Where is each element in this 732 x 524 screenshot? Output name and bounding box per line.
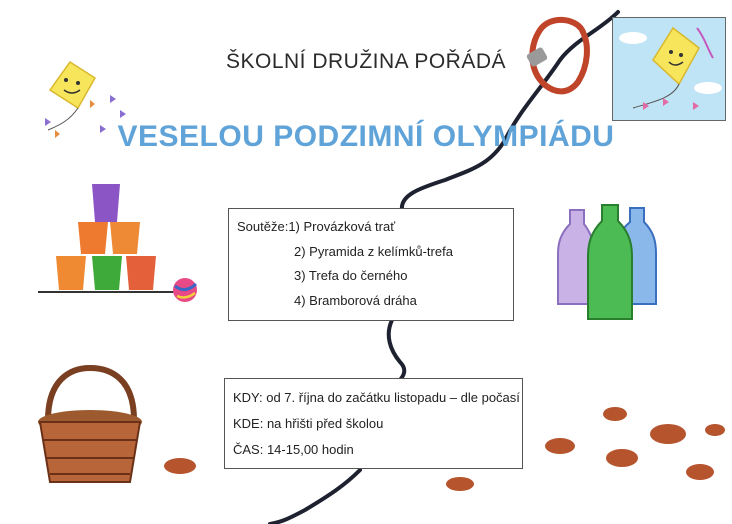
contest-row-1: [237, 215, 505, 240]
ball-drawing: [173, 278, 197, 302]
cup-pyramid-drawing: [38, 184, 175, 292]
info-when: KDY: od 7. října do začátku listopadu – dle počasí: [233, 390, 520, 405]
info-time: ČAS: 14-15,00 hodin: [233, 442, 354, 457]
info-box: [224, 378, 523, 469]
contests-box: [228, 208, 514, 321]
info-where: KDE: na hřišti před školou: [233, 416, 384, 431]
bottles-drawing: [558, 205, 656, 319]
contest-item: 3) Trefa do černého: [294, 268, 408, 283]
contests-label: Soutěže:: [237, 219, 289, 234]
contest-item: 4) Bramborová dráha: [294, 292, 417, 308]
contest-item: 1) Provázková trať: [288, 219, 396, 234]
page-heading: ŠKOLNÍ DRUŽINA POŘÁDÁ: [225, 50, 507, 73]
basket-drawing: [38, 368, 142, 482]
contest-item: 2) Pyramida z kelímků-trefa: [294, 243, 453, 259]
page-title: VESELOU PODZIMNÍ OLYMPIÁDU: [117, 120, 615, 153]
